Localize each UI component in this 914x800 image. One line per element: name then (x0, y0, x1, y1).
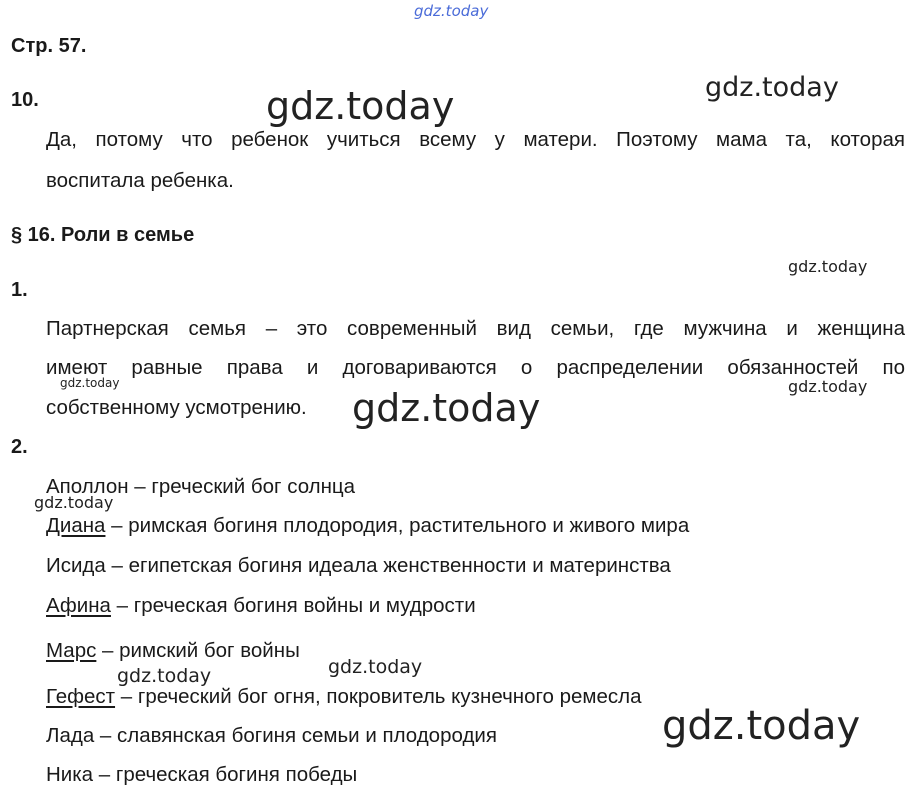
deity-description: – славянская богиня семьи и плодородия (94, 724, 497, 747)
answer-line: воспитала ребенка. (46, 169, 234, 192)
question-number: 10. (11, 89, 39, 111)
deity-name: Ника (46, 763, 94, 786)
watermark-top: gdz.today (414, 2, 489, 20)
deity-name: Афина (46, 594, 111, 617)
list-item (46, 594, 476, 618)
deity-description: – римский бог войны (96, 639, 300, 662)
deity-description: – египетская богиня идеала женственности и материнства (105, 554, 671, 577)
list-item (46, 724, 497, 748)
answer-line: Партнерская семья – это современный вид семьи, где мужчина и женщина (46, 317, 905, 340)
deity-description: – греческий бог огня, покровитель кузнечного ремесла (115, 685, 642, 708)
list-item (46, 514, 689, 538)
list-item (46, 475, 355, 499)
watermark-small: gdz.today (60, 376, 120, 390)
watermark-small: gdz.today (328, 656, 423, 678)
watermark-small: gdz.today (788, 257, 868, 276)
question-number: 1. (11, 279, 28, 301)
deity-name: Марс (46, 639, 97, 662)
watermark-small: gdz.today (34, 493, 114, 512)
watermark-large: gdz.today (662, 703, 861, 749)
watermark-large: gdz.today (266, 84, 455, 128)
deity-description: – римская богиня плодородия, растительного и живого мира (105, 514, 690, 537)
deity-name: Диана (46, 514, 106, 537)
list-item (46, 639, 300, 663)
page-label: Стр. 57. (11, 35, 87, 57)
deity-description: – греческий бог солнца (128, 475, 356, 498)
list-item (46, 685, 642, 709)
deity-description: – греческая богиня победы (93, 763, 358, 786)
watermark-large: gdz.today (352, 386, 541, 430)
deity-name: Исида (46, 554, 106, 577)
answer-line: имеют равные права и договариваются о распределении обязанностей по (46, 356, 905, 379)
list-item (46, 554, 671, 578)
deity-name: Лада (46, 724, 95, 747)
watermark-small: gdz.today (117, 665, 212, 687)
deity-description: – греческая богиня войны и мудрости (110, 594, 476, 617)
answer-line: собственному усмотрению. (46, 396, 307, 419)
section-title: § 16. Роли в семье (11, 224, 195, 246)
answer-line: Да, потому что ребенок учиться всему у матери. Поэтому мама та, которая (46, 128, 905, 151)
question-number: 2. (11, 436, 28, 458)
watermark-medium: gdz.today (705, 72, 839, 103)
watermark-small: gdz.today (788, 377, 868, 396)
deity-name: Аполлон (46, 475, 129, 498)
deity-name: Гефест (46, 685, 116, 708)
list-item (46, 763, 357, 787)
